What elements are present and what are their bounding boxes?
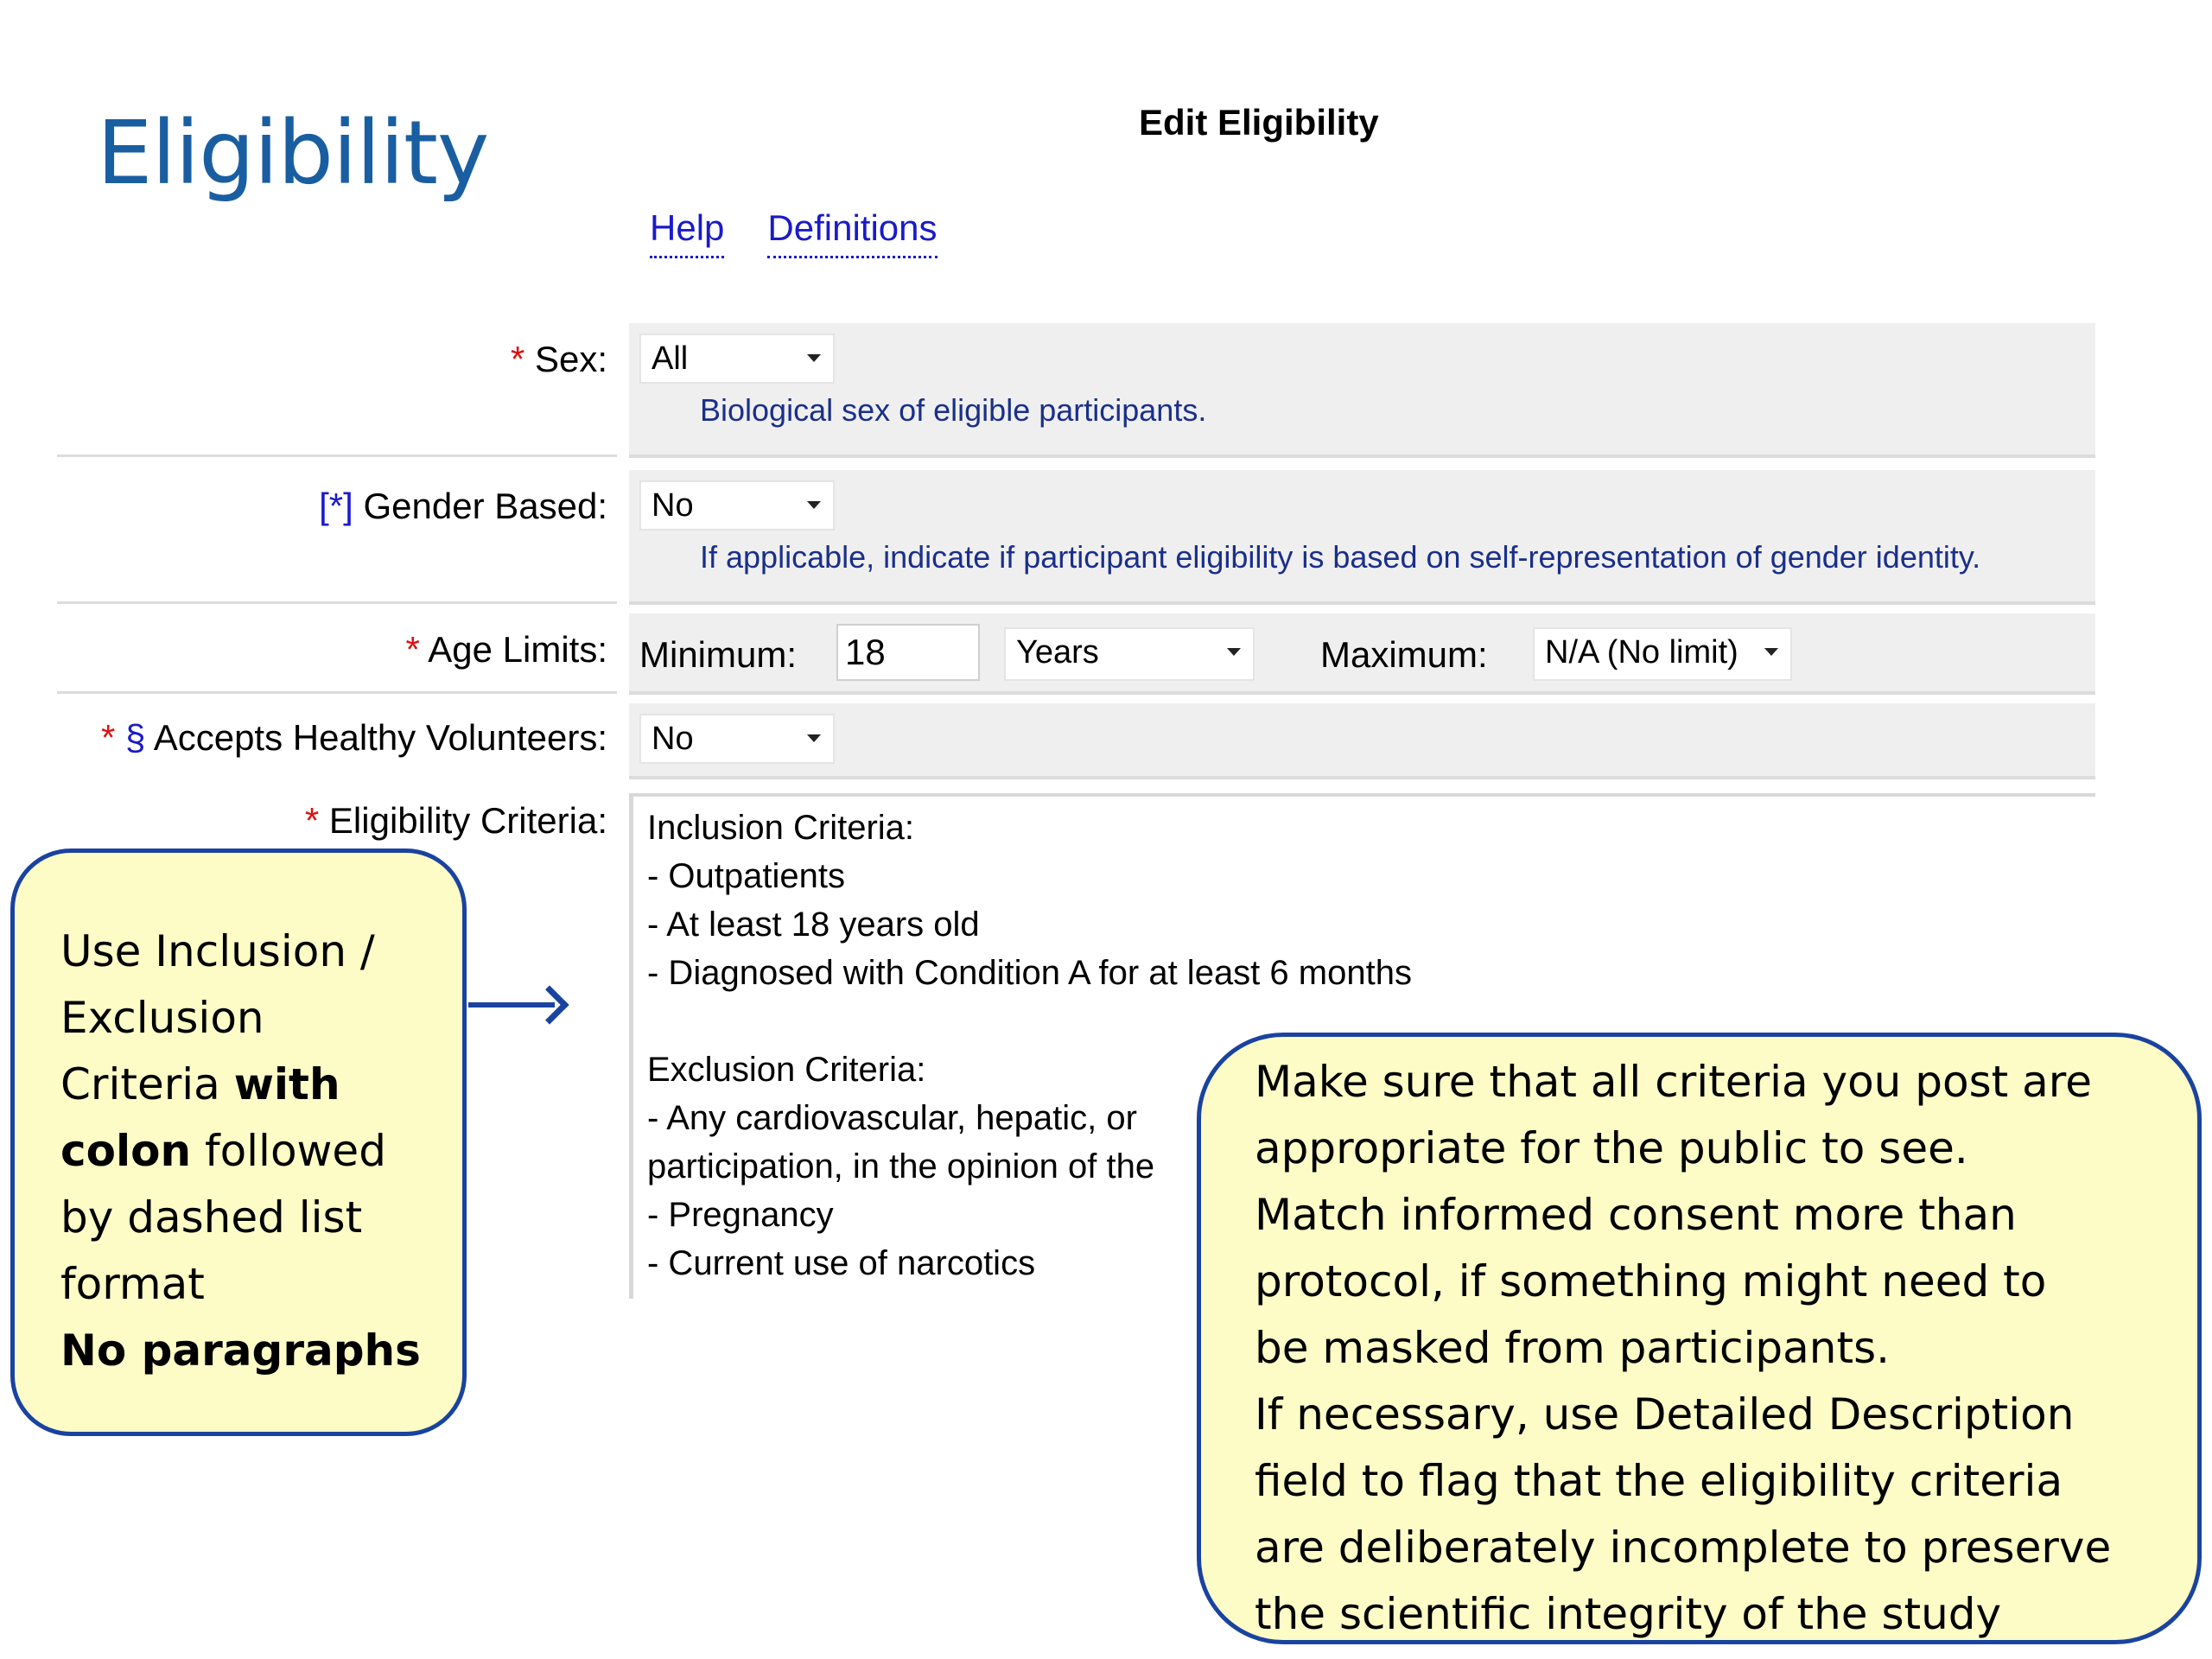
section-marker: § (124, 717, 146, 758)
healthy-volunteers-label-text: Accepts Healthy Volunteers: (153, 717, 607, 758)
callout-line: by dashed list (60, 1192, 363, 1243)
gender-based-row (629, 470, 2095, 605)
criteria-line: Inclusion Criteria: (647, 809, 915, 847)
age-limits-row (629, 613, 2095, 695)
healthy-volunteers-select[interactable] (639, 714, 835, 764)
chevron-down-icon (1764, 648, 1778, 656)
callout-text: Criteria (60, 1059, 234, 1109)
chevron-down-icon (807, 501, 821, 509)
gender-based-hint: If applicable, indicate if participant eligibility is based on self-representation of gender identity. (700, 539, 1981, 575)
callout-line: Match informed consent more than (1255, 1190, 2017, 1240)
public-criteria-callout (1197, 1033, 2202, 1644)
eligibility-criteria-label (305, 800, 607, 842)
sex-select-value: All (652, 340, 689, 377)
age-limits-label (406, 629, 607, 671)
callout-line: No paragraphs (60, 1325, 421, 1376)
minimum-unit-select[interactable] (1004, 627, 1255, 681)
maximum-age-select[interactable] (1533, 627, 1792, 681)
callout-line (60, 1118, 445, 1185)
conditional-required-marker: [*] (319, 486, 353, 526)
healthy-volunteers-select-value: No (652, 721, 694, 757)
minimum-unit-value: Years (1016, 634, 1099, 671)
required-marker: * (405, 629, 420, 670)
callout-bold-text: colon (60, 1126, 192, 1176)
help-link[interactable]: Help (650, 207, 724, 258)
sex-select[interactable] (639, 334, 835, 384)
sex-label-text: Sex: (534, 339, 607, 379)
divider (57, 454, 617, 457)
callout-line: If necessary, use Detailed Description (1255, 1389, 2075, 1440)
divider (57, 601, 617, 604)
healthy-volunteers-label (101, 717, 607, 759)
callout-line: appropriate for the public to see. (1255, 1123, 1968, 1173)
callout-line: be masked from participants. (1255, 1323, 1891, 1373)
callout-line: Exclusion (60, 993, 264, 1043)
callout-line: Make sure that all criteria you post are (1255, 1057, 2092, 1107)
form-heading: Edit Eligibility (1139, 102, 1379, 143)
sex-label (511, 339, 607, 380)
minimum-label: Minimum: (639, 634, 798, 675)
criteria-line: participation, in the opinion of the (647, 1147, 1155, 1185)
callout-line: are deliberately incomplete to preserve (1255, 1522, 2112, 1573)
gender-based-select-value: No (652, 487, 694, 524)
callout-line: field to flag that the eligibility criteria (1255, 1456, 2063, 1506)
chevron-down-icon (807, 354, 821, 362)
required-marker: * (510, 339, 525, 379)
callout-line: protocol, if something might need to (1255, 1256, 2047, 1306)
callout-text: followed (191, 1126, 386, 1176)
chevron-down-icon (1227, 648, 1241, 656)
sex-hint: Biological sex of eligible participants. (700, 392, 1207, 428)
criteria-line: - Diagnosed with Condition A for at least 6 months (647, 954, 1412, 992)
criteria-line: - Pregnancy (647, 1196, 834, 1234)
criteria-line: Exclusion Criteria: (647, 1051, 926, 1089)
callout-line: the scientific integrity of the study (1255, 1589, 2002, 1639)
healthy-volunteers-row (629, 703, 2095, 779)
divider (57, 691, 617, 694)
gender-based-label-text: Gender Based: (363, 486, 607, 526)
definitions-link[interactable]: Definitions (767, 207, 937, 258)
gender-based-select[interactable] (639, 480, 835, 531)
minimum-age-input[interactable] (836, 624, 980, 681)
criteria-line: - Current use of narcotics (647, 1244, 1036, 1282)
criteria-line: - Any cardiovascular, hepatic, or (647, 1099, 1137, 1137)
formatting-tip-callout (10, 849, 467, 1436)
arrow-head-icon (530, 985, 569, 1024)
callout-line (60, 1052, 445, 1118)
sex-row (629, 323, 2095, 458)
required-marker: * (304, 800, 320, 841)
callout-bold-text: with (233, 1059, 340, 1109)
age-limits-label-text: Age Limits: (428, 629, 607, 670)
criteria-line: - Outpatients (647, 857, 846, 895)
chevron-down-icon (807, 734, 821, 742)
callout-line: format (60, 1259, 205, 1309)
eligibility-criteria-label-text: Eligibility Criteria: (328, 800, 607, 841)
help-links (650, 207, 938, 258)
gender-based-label (319, 486, 607, 527)
maximum-age-value: N/A (No limit) (1545, 634, 1738, 671)
required-marker: * (100, 717, 116, 758)
slide-title: Eligibility (97, 102, 489, 205)
maximum-label: Maximum: (1320, 634, 1488, 675)
criteria-line: - At least 18 years old (647, 906, 980, 944)
callout-line: Use Inclusion / (60, 926, 375, 976)
